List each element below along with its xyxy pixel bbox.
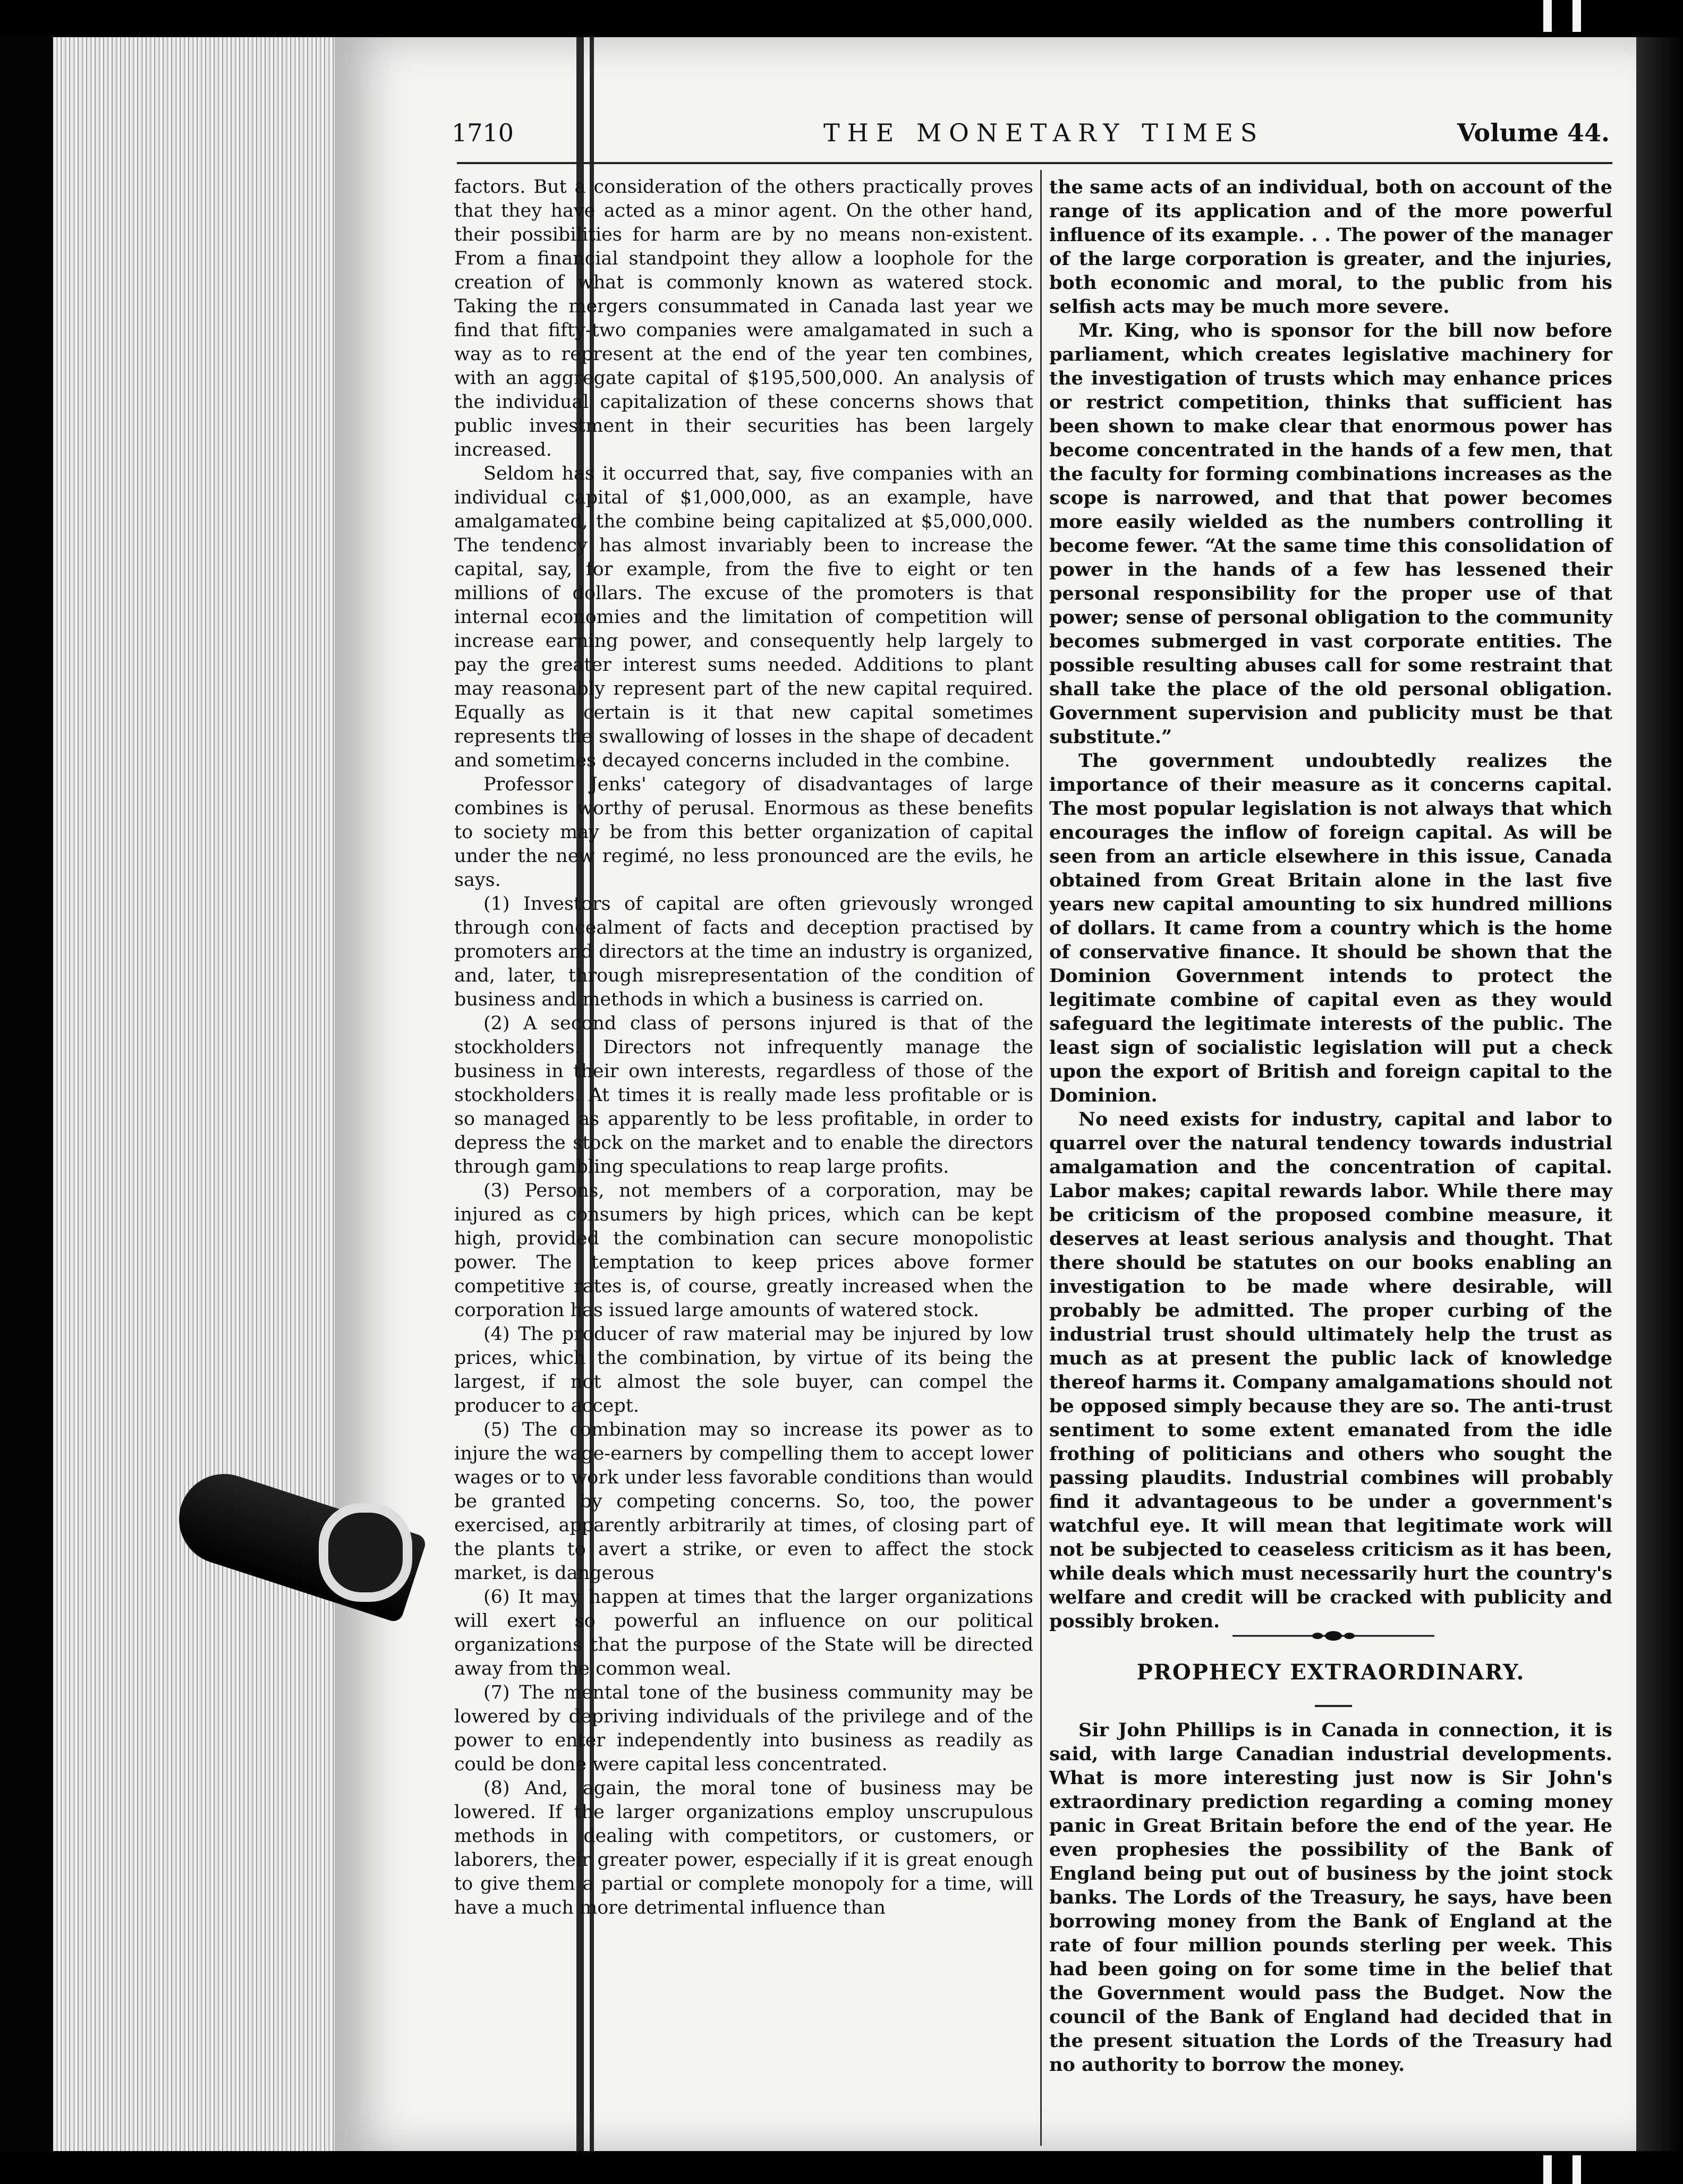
registration-mark [1572,0,1581,32]
paragraph: Professor Jenks' category of disadvantages of large combines is worthy of perusal. Enormous as these benefits to society may be from this better organization of capital under the new regimé, no less pronounced are the evils, he says. [454,774,1033,891]
paragraph: (4) The producer of raw material may be injured by low prices, which the combination, by virtue of its being the largest, if not almost the sole buyer, can compel the producer to accept. [454,1324,1033,1417]
paragraph: (7) The mental tone of the business community may be lowered by depriving individuals of the privilege and of the power to enter independently into business as readily as could be done were capital less concentrated. [454,1682,1033,1775]
paragraph: (1) Investors of capital are often grievously wronged through concealment of facts and deception practised by promoters and directors at the time an industry is organized, and, later, through misrepresentation of the condition of business and methods in which a business is carried on. [454,893,1033,1010]
right-page-shadow [1636,32,1683,2156]
paragraph: No need exists for industry, capital and labor to quarrel over the natural tendency towards industrial amalgamation and the concentration of capital. Labor makes; capital rewards labor. While there may be criticism of the proposed combine measure, it deserves at least serious analysis and thought. That there should be statutes on our books enabling an investigation to be made where desirable, will probably be admitted. The proper curbing of the industrial trust should ultimately help the trust as much as at present the public lack of knowledge thereof harms it. Company amalgamations should not be opposed simply because they are so. The anti-trust sentiment to some extent emanated from the idle frothing of politicians and others who sought the passing plaudits. Industrial combines will probably find it advantageous to be under a government's watchful eye. It will mean that legitimate work will not be subjected to ceaseless criticism as it has been, while deals which must necessarily hurt the country's welfare and credit will be cracked with publicity and possibly broken. [1049,1108,1612,1632]
publication-title: THE MONETARY TIMES [823,118,1265,147]
column-divider [1040,170,1042,2146]
registration-mark [1543,2155,1552,2184]
paragraph: Sir John Phillips is in Canada in connection, it is said, with large Canadian industrial developments. What is more interesting just now is Sir John's extraordinary prediction regarding a coming money panic in Great Britain before the end of the year. He even prophesies the possibility of the Bank of England being put out of business by the joint stock banks. The Lords of the Treasury, he says, have been borrowing money from the Bank of England at the rate of four million pounds sterling per week. This had been going on for some time in the belief that the Government would pass the Budget. Now the council of the Bank of England had decided that in the present situation the Lords of the Treasury had no authority to borrow the money. [1049,1719,1612,2076]
page-clip-ring [319,1503,412,1602]
paragraph: The government undoubtedly realizes the importance of their measure as it concerns capital. The most popular legislation is not always that which encourages the inflow of foreign capital. As will be seen from an article elsewhere in this issue, Canada obtained from Great Britain alone in the last five years new capital amounting to six hundred millions of dollars. It came from a country which is the home of conservative finance. It should be shown that the Dominion Government intends to protect the legitimate combine of capital even as they would safeguard the legitimate interests of the public. The least sign of socialistic legislation will put a check upon the export of British and foreign capital to the Dominion. [1049,750,1612,1106]
registration-mark [1572,2155,1581,2184]
paragraph: the same acts of an individual, both on account of the range of its application and of the more powerful influence of its example. . . The power of the manager of the large corporation is greater, and the injuries, both economic and moral, to the public from his selfish acts may be much more severe. [1049,176,1612,318]
header-rule [457,162,1612,164]
article-title: PROPHECY EXTRAORDINARY. [1136,1660,1525,1685]
book-page-edges [53,37,335,2151]
section-ornament [1232,1628,1434,1644]
registration-mark [1543,0,1552,32]
right-column [1049,175,1612,1633]
paragraph: (6) It may happen at times that the larger organizations will exert so powerful an influence on our political organizations that the purpose of the State will be directed away from the common weal. [454,1586,1033,1679]
bottom-black-margin [0,2151,1683,2184]
title-rule [1315,1705,1352,1707]
article-body [1049,1718,1612,2077]
paragraph: Seldom has it occurred that, say, five companies with an individual capital of $1,000,000, as an example, have amalgamated, the combine being capitalized at $5,000,000. The tendency has almost invariably been to increase the capital, say, for example, from the five to eight or ten millions of dollars. The excuse of the promoters is that internal economies and the limitation of competition will increase earning power, and consequently help largely to pay the greater interest sums needed. Additions to plant may reasonably represent part of the new capital required. Equally as certain is it that new capital sometimes represents the swallowing of losses in the shape of decadent and sometimes decayed concerns included in the combine. [454,463,1033,771]
paragraph: Mr. King, who is sponsor for the bill now before parliament, which creates legislative machinery for the investigation of trusts which may enhance prices or restrict competition, thinks that sufficient has been shown to make clear that enormous power has become concentrated in the hands of a few men, that the faculty for forming combinations increases as the scope is narrowed, and that that power becomes more easily wielded as the numbers controlling it become fewer. “At the same time this consolidation of power in the hands of a few has lessened their personal responsibility for the proper use of that power; sense of personal obligation to the community becomes submerged in vast corporate entities. The possible resulting abuses call for some restraint that shall take the place of the old personal obligation. Government supervision and publicity must be that substitute.” [1049,320,1612,748]
paragraph: (5) The combination may so increase its power as to injure the wage-earners by compelling them to accept lower wages or to work under less favorable conditions than would be granted by competing concerns. So, too, the power exercised, apparently arbitrarily at times, of closing part of the plants to avert a strike, or even to affect the stock market, is dangerous [454,1419,1033,1584]
paragraph: (8) And, again, the moral tone of business may be lowered. If the larger organizations employ unscrupulous methods in dealing with competitors, or customers, or laborers, their greater power, especially if it is great enough to give them a partial or complete monopoly for a time, will have a much more detrimental influence than [454,1778,1033,1918]
paragraph: factors. But a consideration of the others practically proves that they have acted as a minor agent. On the other hand, their possibilities for harm are by no means non-existent. From a financial standpoint they allow a loophole for the creation of what is commonly known as watered stock. Taking the mergers consummated in Canada last year we find that fifty-two companies were amalgamated in such a way as to represent at the end of the year ten combines, with an aggregate capital of $195,500,000. An analysis of the individual capitalization of these concerns shows that public investment in their securities has been largely increased. [454,176,1033,460]
volume-label: Volume 44. [1457,118,1610,147]
running-head [452,114,1610,151]
page-number: 1710 [452,118,514,147]
paragraph: (2) A second class of persons injured is that of the stockholders. Directors not infrequently manage the business in their own interests, regardless of those of the stockholders. At times it is really made less profitable or is so managed as apparently to be less profitable, in order to depress the stock on the market and to enable the directors through gambling speculations to reap large profits. [454,1013,1033,1178]
paragraph: (3) Persons, not members of a corporation, may be injured as consumers by high prices, which can be kept high, provided the combination can secure monopolistic power. The temptation to keep prices above former competitive rates is, of course, greatly increased when the corporation has issued large amounts of watered stock. [454,1180,1033,1321]
top-black-margin [0,0,1683,37]
left-column [454,175,1033,1920]
